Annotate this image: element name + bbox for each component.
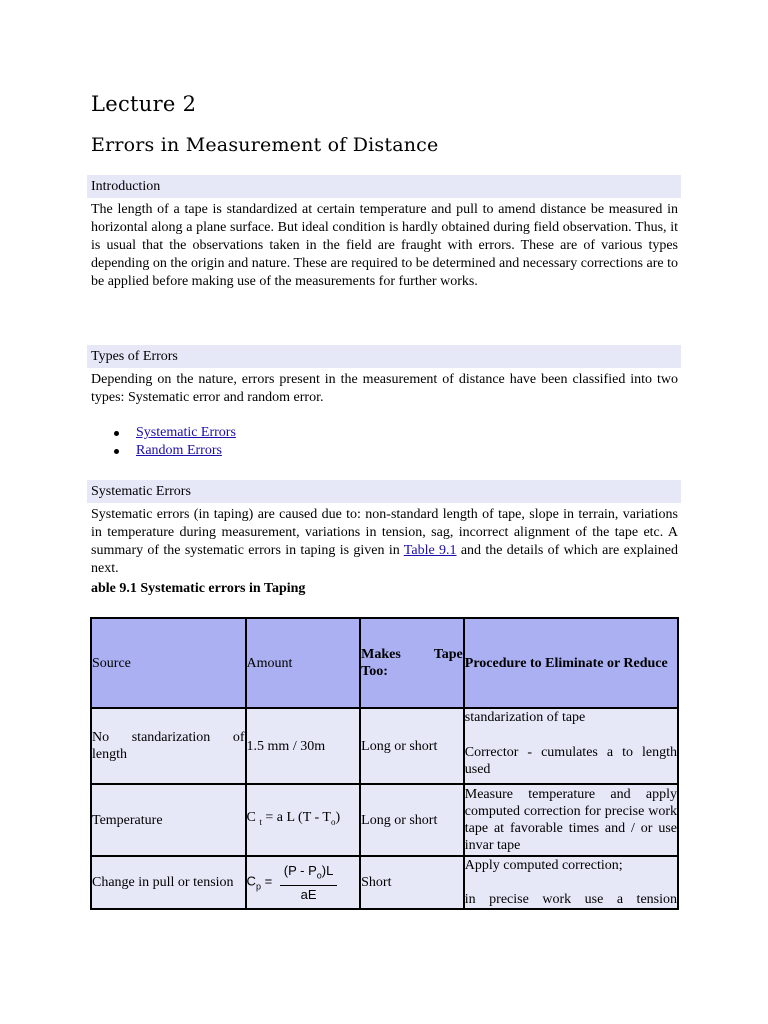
formula-denominator: aE: [300, 886, 317, 902]
cell-makes: Short: [360, 856, 464, 909]
systematic-text-after: and the details of which are explained next.: [91, 543, 678, 576]
header-procedure: Procedure to Eliminate or Reduce: [464, 618, 678, 708]
bullet-icon: [114, 449, 119, 454]
table-row: [91, 784, 678, 856]
procedure-line: in precise work use a tension: [464, 892, 677, 907]
cell-makes: Long or short: [360, 708, 464, 784]
lecture-label: Lecture 2: [91, 92, 197, 116]
table-reference-link[interactable]: Table 9.1: [403, 543, 457, 558]
bullet-icon: [114, 431, 119, 436]
header-amount: Amount: [246, 618, 361, 708]
tension-formula: $C_p$ = $\frac{(P - P_o)L}{aE}$: [247, 862, 338, 903]
formula-numerator: $(P - P_o)L$: [280, 862, 338, 886]
procedure-line: Apply computed correction;: [464, 858, 623, 873]
cell-procedure: [464, 708, 678, 784]
section-heading-types: Types of Errors: [87, 345, 681, 368]
section-heading-systematic: Systematic Errors: [87, 480, 681, 503]
systematic-errors-link[interactable]: Systematic Errors: [136, 425, 236, 440]
cell-amount: 1.5 mm / 30m: [246, 708, 361, 784]
amount-end: ): [335, 810, 341, 826]
systematic-text-before: Systematic errors (in taping) are caused due to: non-standard length of tape, slope in terrain, variations in temperature during measurement, variations in tension, sag, incorrect alignment of the tape etc. A summary of the systematic errors in taping is given in: [91, 507, 678, 558]
procedure-line: standarization of tape: [464, 710, 586, 725]
amount-symbol: C: [246, 810, 256, 826]
cell-source: No standarization of length: [91, 708, 246, 784]
table-header-row: [91, 618, 678, 708]
cell-source: Change in pull or tension: [91, 856, 246, 909]
table-caption: able 9.1 Systematic errors in Taping: [91, 581, 306, 596]
formula-fraction: [280, 862, 338, 903]
procedure-line: Corrector - cumulates a to length used: [464, 745, 677, 777]
amount-subscript: o: [330, 816, 336, 827]
table-row: [91, 856, 678, 909]
cell-procedure: [464, 856, 678, 909]
introduction-paragraph: The length of a tape is standardized at certain temperature and pull to amend distance be measured in horizontal along a plane surface. But ideal condition is hardly obtained during field observation. Thus, it is usual that the observations taken in the field are fraught with errors. These are of various types depending on the origin and nature. These are required to be determined and necessary corrections are to be applied before making use of the measurements for further works.: [91, 202, 678, 289]
cell-procedure: Measure temperature and apply computed correction for precise work tape at favorable times and / or use invar tape: [464, 784, 678, 856]
formula-subscript: p: [255, 881, 261, 892]
systematic-errors-table: [90, 617, 679, 910]
page-title: Errors in Measurement of Distance: [91, 134, 439, 156]
list-item: [91, 424, 236, 442]
amount-expression: = a L (T - T: [261, 810, 331, 826]
header-makes-tape: Makes Tape Too:: [360, 618, 464, 708]
table-row: [91, 708, 678, 784]
random-errors-link[interactable]: Random Errors: [136, 443, 222, 458]
cell-makes: Long or short: [360, 784, 464, 856]
formula-lhs: C: [246, 873, 256, 889]
types-paragraph: Depending on the nature, errors present in the measurement of distance have been classified into two types: Systematic error and random error.: [91, 372, 678, 405]
section-heading-introduction: Introduction: [87, 175, 681, 198]
cell-amount: [246, 856, 361, 909]
error-types-list: [91, 424, 236, 460]
cell-amount: [246, 784, 361, 856]
cell-source: Temperature: [91, 784, 246, 856]
header-source: Source: [91, 618, 246, 708]
amount-subscript: t: [259, 816, 262, 827]
list-item: [91, 442, 236, 460]
systematic-paragraph: [91, 506, 678, 578]
